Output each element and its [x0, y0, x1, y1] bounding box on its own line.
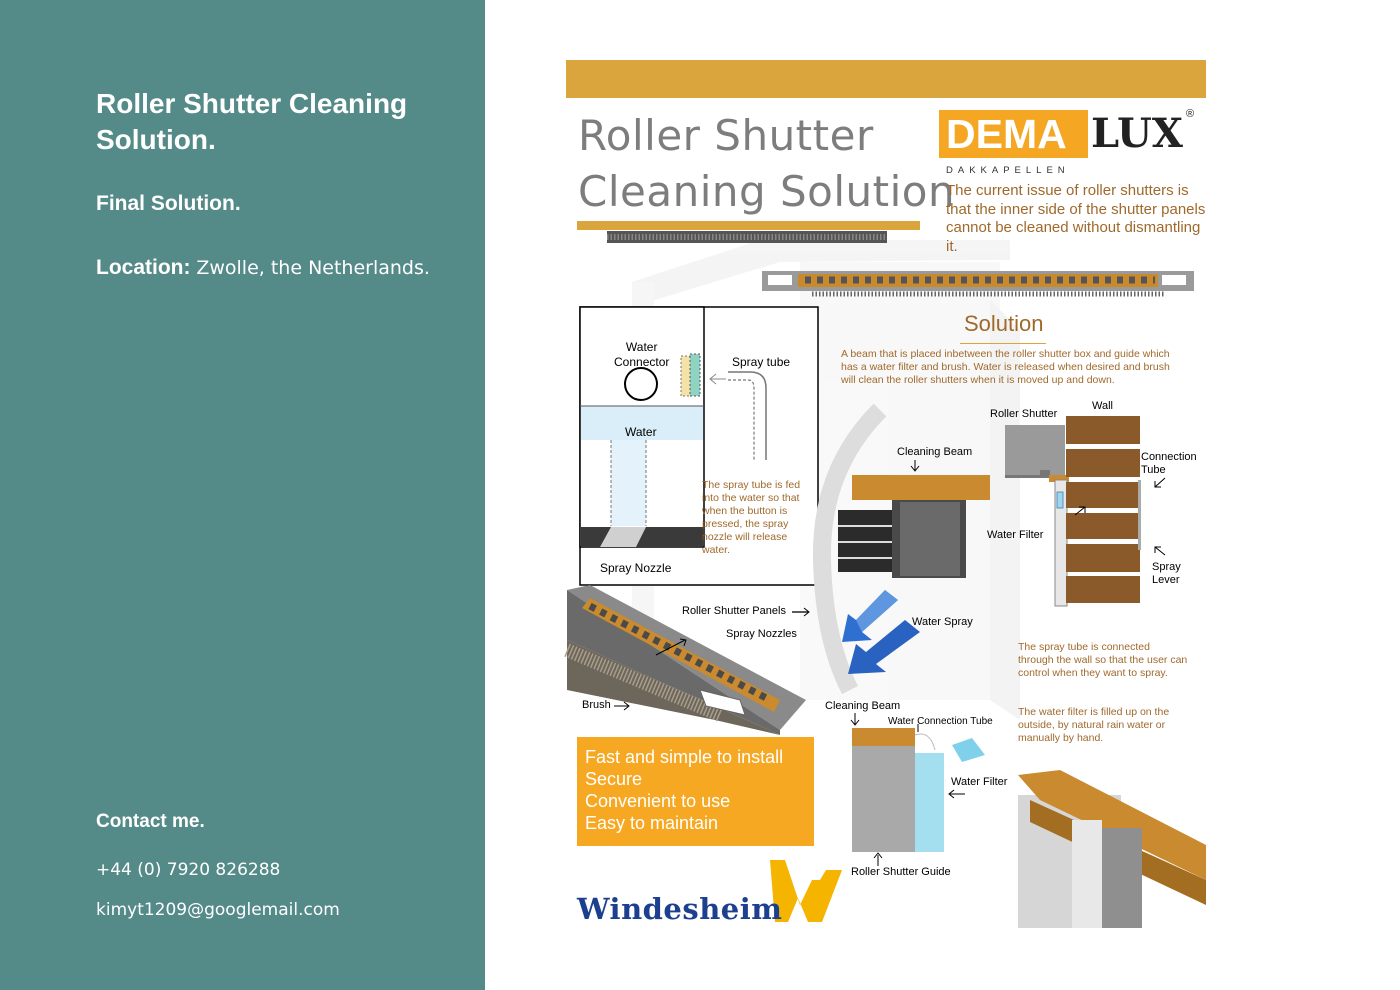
note-water-filter: The water filter is filled up on the outside, by natural rain water or manually by hand. [1018, 706, 1170, 744]
subtitle: Final Solution. [96, 192, 241, 215]
top-banner [566, 60, 1206, 98]
feature-item: Easy to maintain [585, 813, 719, 833]
label-cleaning-beam: Cleaning Beam [897, 446, 973, 458]
label-cleaning-beam-2: Cleaning Beam [825, 700, 901, 712]
demalux-logo-part2: LUX [1091, 110, 1183, 157]
phone-number[interactable]: +44 (0) 7920 826288 [96, 860, 281, 880]
label-spray-lever: Spray Lever [1152, 561, 1181, 586]
demalux-logo-part1: DEMA [946, 111, 1067, 157]
solution-heading: Solution [964, 311, 1044, 336]
title-brush [607, 231, 887, 243]
email-link[interactable]: kimyt1209@googlemail.com [96, 900, 340, 920]
corner-beam-3d [1018, 770, 1206, 928]
title-underline [577, 221, 920, 230]
horizontal-beam [762, 271, 1194, 294]
label-roller-shutter-guide: Roller Shutter Guide [851, 866, 951, 878]
label-water-connection-tube: Water Connection Tube [888, 716, 993, 727]
label-water-filter: Water Filter [987, 529, 1044, 541]
label-water: Water [625, 425, 657, 439]
feature-item: Convenient to use [585, 791, 731, 811]
contact-heading: Contact me. [96, 811, 205, 832]
label-connection-tube: Connection Tube [1141, 451, 1197, 476]
label-water-spray: Water Spray [912, 616, 973, 628]
feature-item: Fast and simple to install [585, 747, 784, 767]
label-brush: Brush [582, 699, 611, 711]
poster-title [578, 108, 955, 220]
windesheim-logo-text: Windesheim [577, 892, 783, 926]
note-spray-tube-fed: The spray tube is fed into the water so that when the button is pressed, the spray nozzle will release water. [702, 479, 801, 556]
note-spray-tube-wall: The spray tube is connected through the wall so that the user can control when they want to spray. [1018, 641, 1188, 679]
location-label: Location: [96, 256, 191, 279]
label-roller-shutter: Roller Shutter [990, 408, 1058, 420]
demalux-tagline: DAKKAPELLEN [946, 165, 1070, 176]
page-title: Roller Shutter Cleaning Solution. [96, 88, 408, 155]
label-wall: Wall [1092, 400, 1113, 412]
guide-diagram [851, 713, 985, 866]
poster-title-line1: Roller Shutter [578, 111, 874, 160]
label-water-filter-2: Water Filter [951, 776, 1008, 788]
label-spray-nozzles: Spray Nozzles [726, 628, 797, 640]
features-box [577, 737, 814, 846]
issue-text: The current issue of roller shutters is that the inner side of the shutter panels cannot be cleaned without dismantling it. [946, 182, 1206, 255]
wall-diagram [1005, 416, 1165, 606]
solution-underline [960, 343, 1046, 344]
label-water-connector: Water Connector [614, 340, 670, 369]
label-spray-nozzle: Spray Nozzle [600, 561, 672, 575]
solution-text: A beam that is placed inbetween the roller shutter box and guide which has a water filter and brush. Water is released when desired and brush will clean the roller shutters when it is moved up and down. [841, 348, 1170, 386]
feature-item: Secure [585, 769, 643, 789]
registered-mark: ® [1186, 108, 1195, 120]
poster-title-line2: Cleaning Solution [578, 167, 956, 216]
label-spray-tube: Spray tube [732, 355, 791, 369]
location-value: Zwolle, the Netherlands. [196, 257, 430, 279]
label-roller-shutter-panels: Roller Shutter Panels [682, 605, 786, 617]
